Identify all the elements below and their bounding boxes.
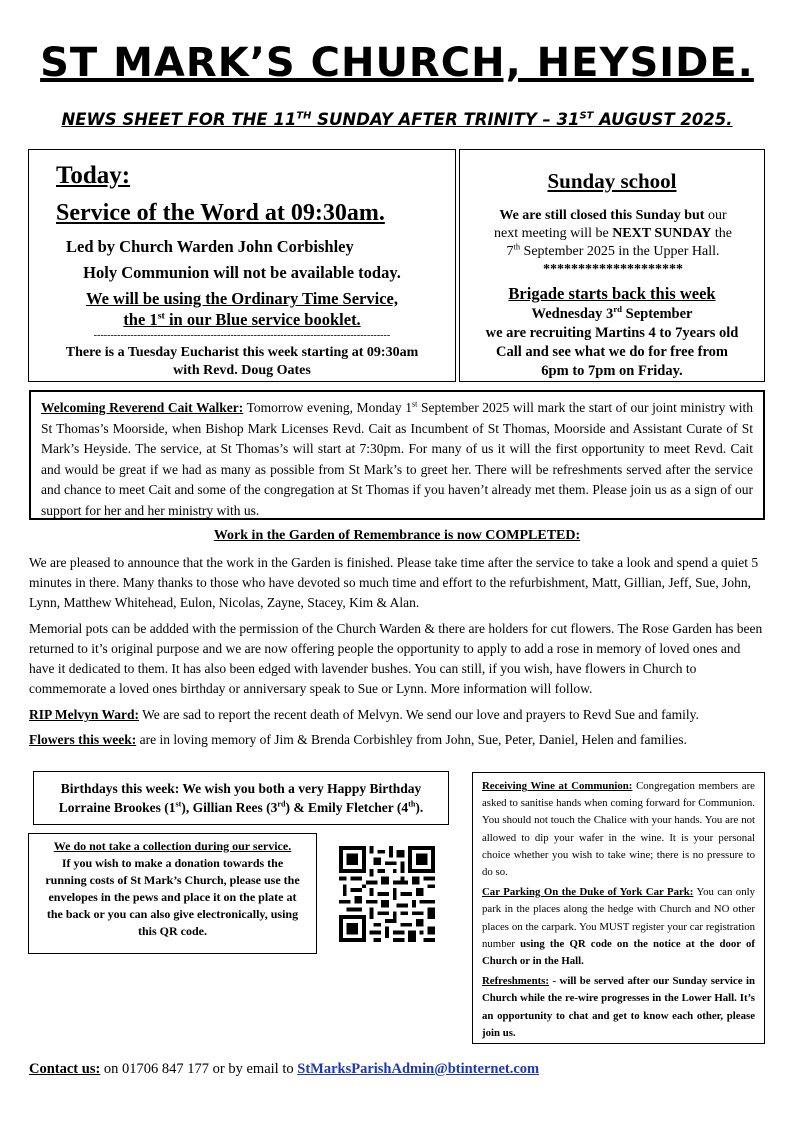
sunday-school-heading: Sunday school: [547, 169, 677, 193]
brigade-heading: Brigade starts back this week: [508, 284, 716, 303]
collection-text: If you wish to make a donation towards the running costs of St Mark’s Church, please use the envelopes in the pews and place it on the plate at the back or you can also give electronically, using this QR code.: [45, 856, 300, 938]
today-box: [28, 149, 456, 382]
welcome-box: Welcoming Reverend Cait Walker: Tomorrow evening, Monday 1st September 2025 will mark the start of our joint ministry with St Thomas’s Moorside, when Bishop Mark Licenses Revd. Cait as Incumbent of St Thomas, Moorside and Assistant Curate of St Mark’s Heyside. The service, at St Thomas’s will start at 7:30pm. For many of us it will the first opportunity to meet Revd. Cait and would be great if we had as many as possible from St Mark’s to greet her. There will be refreshments served after the service and chance to meet Cait and some of the congregation at St Thomas if you haven’t already met them. Please join us as a sign of our support for her and her ministry with us.: [29, 390, 765, 520]
contact-label: Contact us:: [29, 1061, 101, 1077]
today-heading: Today:: [56, 162, 131, 189]
today-service: Service of the Word at 09:30am.: [56, 200, 385, 226]
page-title: ST MARK’S CHURCH, HEYSIDE.: [40, 40, 754, 86]
birthdays-box: Birthdays this week: We wish you both a very Happy Birthday Lorraine Brookes (1st), Gillian Rees (3rd) & Emily Fletcher (4th).: [33, 771, 449, 825]
collection-heading: We do not take a collection during our service.: [53, 839, 292, 853]
notices-box: [472, 772, 765, 1044]
rip-notice: RIP Melvyn Ward: We are sad to report the recent death of Melvyn. We send our love and prayers to Revd Sue and family.: [29, 707, 699, 722]
brigade-text: Wednesday 3rd September we are recruiting Martins 4 to 7years old Call and see what we do for free from 6pm to 7pm on Friday.: [485, 304, 739, 379]
donation-qr-code[interactable]: [339, 846, 435, 942]
refreshments-notice: Refreshments: - will be served after our Sunday service in Church while the re-wire progresses in the Lower Hall. It’s an opportunity to chat and get to know each other, please join us.: [482, 975, 755, 1039]
wine-notice: Receiving Wine at Communion: Congregation members are asked to sanitise hands when coming forward for Communion. You should not touch the Chalice with your hands. You are not allowed to dip your wafer in the wine. It is your personal choice whether you wish to take wine; there is no pressure to do so.: [482, 780, 755, 879]
sunday-school-box: [459, 149, 765, 382]
collection-box: [28, 833, 317, 954]
welcome-label: Welcoming Reverend Cait Walker:: [41, 400, 244, 415]
today-divider: -----------------------------------------------------------------------------------------: [93, 330, 391, 341]
garden-paragraph-1: We are pleased to announce that the work in the Garden is finished. Please take time after the service to take a look and spend a quiet 5 minutes in there. Many thanks to those who have devoted so much time and effort to the refurbishment, Matt, Gillian, Jeff, Sue, John, Lynn, Matthew Whitehead, Eulon, Nicolas, Zayne, Stacey, Kim & Alan.: [29, 555, 759, 610]
today-booklet: We will be using the Ordinary Time Service, the 1st in our Blue service booklet.: [86, 289, 398, 329]
flowers-notice: Flowers this week: are in loving memory of Jim & Brenda Corbishley from John, Sue, Peter, Daniel, Helen and families.: [29, 732, 687, 747]
today-eucharist: There is a Tuesday Eucharist this week starting at 09:30am with Revd. Doug Oates: [65, 345, 419, 378]
sunday-school-text: We are still closed this Sunday but our next meeting will be NEXT SUNDAY the 7th September 2025 in the Upper Hall. ********************: [493, 208, 732, 277]
welcome-text: September 2025 will mark the start of our joint ministry with St Thomas’s Moorside, when Bishop Mark Licenses Revd. Cait as Incumbent of St Thomas, Moorside and Assistant Curate of St Mark’s Heyside. The service, at St Thomas’s will start at 7:30pm. For many of us it will the first opportunity to meet Revd. Cait and would be great if we had as many as possible from St Mark’s to greet her. There will be refreshments served after the service and chance to meet Cait and some of the congregation at St Thomas if you haven’t already met them. Please join us as a sign of our support for her and her ministry with us.: [41, 400, 754, 518]
contact-email-link[interactable]: StMarksParishAdmin@btinternet.com: [297, 1061, 540, 1077]
today-communion: Holy Communion will not be available today.: [83, 263, 401, 282]
contact-line: Contact us: on 01706 847 177 or by email to StMarksParishAdmin@btinternet.com: [29, 1061, 540, 1077]
today-led-by: Led by Church Warden John Corbishley: [66, 237, 354, 256]
garden-heading: Work in the Garden of Remembrance is now COMPLETED:: [213, 528, 581, 543]
page-subtitle: NEWS SHEET FOR THE 11TH SUNDAY AFTER TRINITY – 31ST AUGUST 2025.: [61, 110, 733, 129]
garden-paragraph-2: Memorial pots can be addded with the permission of the Church Warden & there are holders for cut flowers. The Rose Garden has been returned to it’s original purpose and we are now offering people the opportunity to apply to add a rose in memory of loved ones and have it dedicated to them. It has also been edged with lavender bushes. You can still, if you wish, have flowers in Church to commemorate a loved ones birthday or anniversary speak to Sue or Lynn. More information will follow.: [29, 621, 763, 696]
parking-notice: Car Parking On the Duke of York Car Park: You can only park in the places along the hedge with Church and NO other places on the carpark. You MUST register your car registration number using the QR code on the notice at the door of Church or in the Hall.: [482, 886, 755, 968]
